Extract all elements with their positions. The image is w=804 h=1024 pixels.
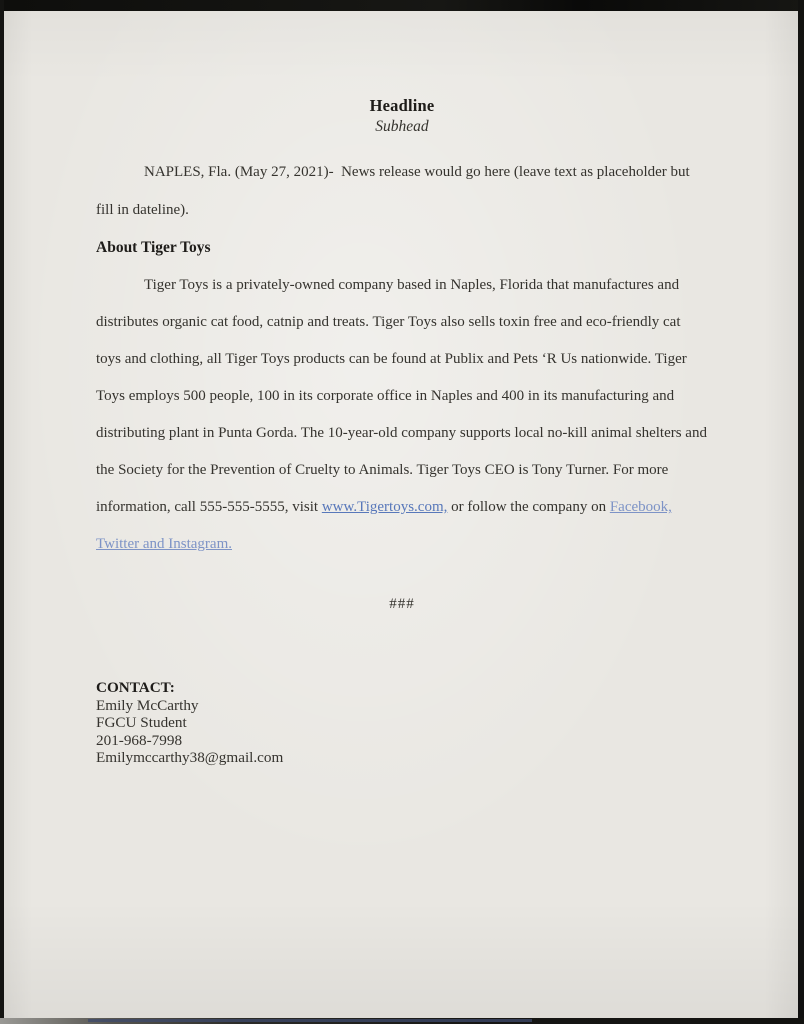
about-body-paragraph bbox=[96, 267, 708, 563]
social-media-link[interactable]: Facebook, Twitter and Instagram. bbox=[96, 499, 672, 552]
headline: Headline bbox=[369, 96, 435, 115]
dateline-paragraph: NAPLES, Fla. (May 27, 2021)- News release would go here (leave text as placeholder but fill in dateline). bbox=[96, 164, 694, 218]
about-body-text-2: or follow the company on bbox=[447, 499, 610, 515]
end-mark: ### bbox=[389, 596, 415, 612]
contact-block bbox=[96, 679, 708, 767]
scan-edge-top bbox=[0, 0, 804, 11]
contact-name: Emily McCarthy bbox=[96, 696, 199, 714]
scan-edge-right bbox=[798, 0, 804, 1024]
contact-phone: 201-968-7998 bbox=[96, 731, 183, 749]
contact-label: CONTACT: bbox=[96, 679, 175, 696]
contact-role: FGCU Student bbox=[96, 714, 187, 732]
about-section-heading: About Tiger Toys bbox=[96, 239, 211, 256]
about-body-text-1: Tiger Toys is a privately-owned company based in Naples, Florida that manufactures and distributes organic cat food, catnip and treats. Tiger Toys also sells toxin free and eco-friendly cat toys and clothing, all Tiger Toys products can be found at Publix and Pets ‘R Us nationwide. Tiger Toys employs 500 people, 100 in its corporate office in Naples and 400 in its manufacturing and distributing plant in Punta Gorda. The 10-year-old company supports local no-kill animal shelters and the Society for the Prevention of Cruelty to Animals. Tiger Toys CEO is Tony Turner. For more information, call 555-555-5555, visit bbox=[96, 277, 707, 515]
website-link[interactable]: www.Tigertoys.com, bbox=[321, 499, 448, 515]
scan-edge-left bbox=[0, 0, 4, 1024]
contact-email: Emilymccarthy38@gmail.com bbox=[96, 749, 284, 767]
subhead: Subhead bbox=[375, 118, 429, 135]
scan-edge-bottom-blue-tint bbox=[88, 1019, 532, 1022]
page-content bbox=[96, 96, 708, 767]
